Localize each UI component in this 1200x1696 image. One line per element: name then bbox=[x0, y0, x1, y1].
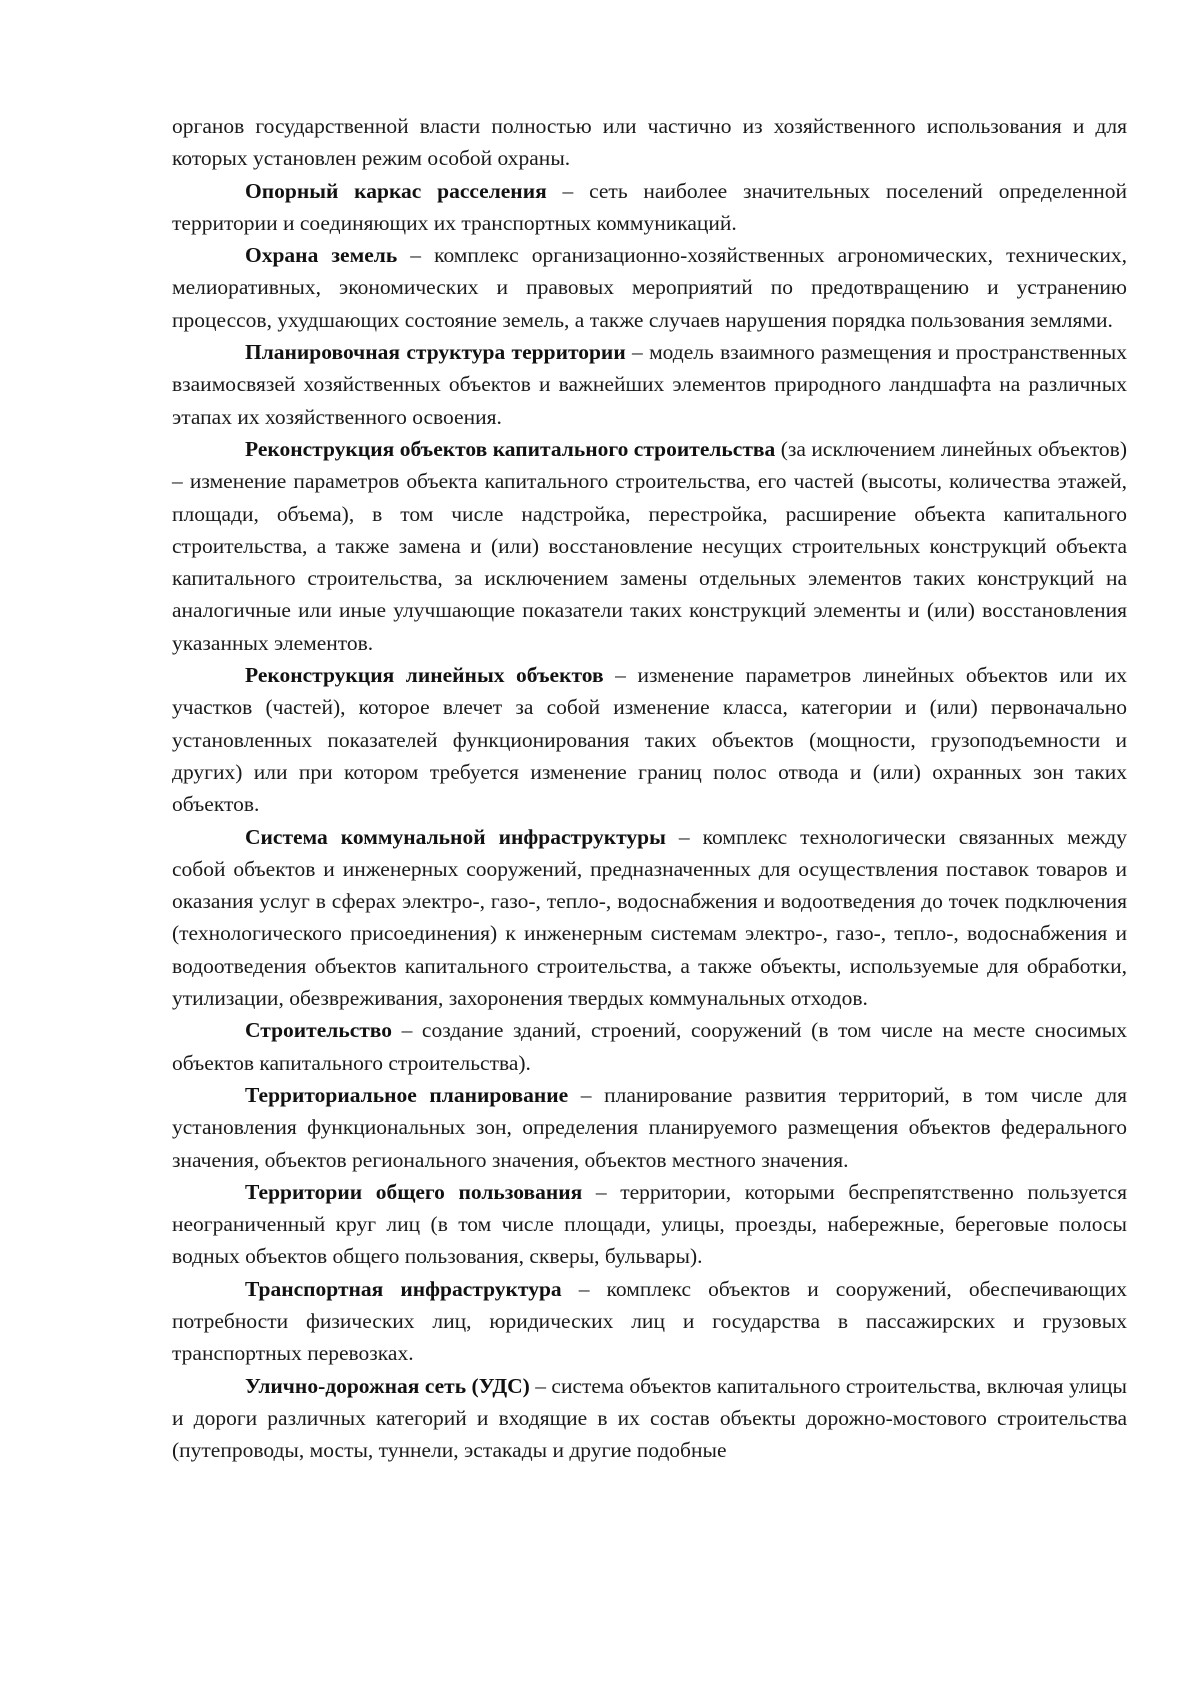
definition-term: Реконструкция линейных объектов bbox=[245, 663, 604, 688]
definition-text: – комплекс технологически связанных между собой объектов и инженерных сооружений, предназначенных для осуществления поставок товаров и оказания услуг в сферах электро-, газо-, тепло-, водоснабжения и водоотведения до точек подключения (технологического присоединения) к инженерным системам электро-, газо-, тепло-, водоснабжения и водоотведения объектов капитального строительства, а также объекты, используемые для обработки, утилизации, обезвреживания, захоронения твердых коммунальных отходов. bbox=[172, 824, 1127, 1011]
definition-term: Система коммунальной инфраструктуры bbox=[245, 824, 666, 849]
definition-term: Территориальное планирование bbox=[245, 1082, 569, 1107]
definition-term: Транспортная инфраструктура bbox=[245, 1276, 562, 1301]
definition-term: Строительство bbox=[245, 1018, 393, 1043]
definition-text: – создание зданий, строений, сооружений (в том числе на месте сносимых объектов капитального строительства). bbox=[172, 1018, 1127, 1075]
definition-paragraph bbox=[172, 821, 1127, 1015]
definition-paragraph bbox=[172, 433, 1127, 659]
definition-paragraph bbox=[172, 175, 1127, 240]
document-body bbox=[172, 110, 1127, 1466]
definition-paragraph bbox=[172, 239, 1127, 336]
paragraph-text: органов государственной власти полностью или частично из хозяйственного использования и для которых установлен режим особой охраны. bbox=[172, 114, 1127, 171]
definition-text: – система объектов капитального строительства, включая улицы и дороги различных категорий и входящие в их состав объекты дорожно-мостового строительства (путепроводы, мосты, туннели, эстакады и другие подобные bbox=[172, 1373, 1127, 1463]
definition-term: Охрана земель bbox=[245, 243, 398, 268]
definition-text: – территории, которыми беспрепятственно пользуется неограниченный круг лиц (в том числе площади, улицы, проезды, набережные, береговые полосы водных объектов общего пользования, скверы, бульвары). bbox=[172, 1179, 1127, 1269]
definition-term: Планировочная структура территории bbox=[245, 340, 626, 365]
definition-paragraph bbox=[172, 1176, 1127, 1273]
definition-term: Реконструкция объектов капитального строительства bbox=[245, 436, 776, 461]
definition-term: Улично-дорожная сеть (УДС) bbox=[245, 1373, 530, 1398]
definition-text: – модель взаимного размещения и пространственных взаимосвязей хозяйственных объектов и важнейших элементов природного ландшафта на различных этапах их хозяйственного освоения. bbox=[172, 340, 1127, 429]
definition-text: – планирование развития территорий, в том числе для установления функциональных зон, определения планируемого размещения объектов федерального значения, объектов регионального значения, объектов местного значения. bbox=[172, 1082, 1127, 1172]
definition-paragraph bbox=[172, 1014, 1127, 1079]
definition-text: – сеть наиболее значительных поселений определенной территории и соединяющих их транспортных коммуникаций. bbox=[172, 178, 1127, 235]
definition-text: – комплекс объектов и сооружений, обеспечивающих потребности физических лиц, юридических лиц и государства в пассажирских и грузовых транспортных перевозках. bbox=[172, 1276, 1127, 1366]
definition-paragraph bbox=[172, 1370, 1127, 1467]
definition-text: – изменение параметров линейных объектов или их участков (частей), которое влечет за собой изменение класса, категории и (или) первоначально установленных показателей функционирования таких объектов (мощности, грузоподъемности и других) или при котором требуется изменение границ полос отвода и (или) охранных зон таких объектов. bbox=[172, 663, 1127, 817]
definition-term: Территории общего пользования bbox=[245, 1179, 583, 1204]
definition-term: Опорный каркас расселения bbox=[245, 178, 547, 203]
definition-text: – комплекс организационно-хозяйственных агрономических, технических, мелиоративных, экономических и правовых мероприятий по предотвращению и устранению процессов, ухудшающих состояние земель, а также случаев нарушения порядка пользования землями. bbox=[172, 243, 1127, 332]
definition-paragraph bbox=[172, 1079, 1127, 1176]
paragraph-continuation bbox=[172, 110, 1127, 175]
definition-paragraph bbox=[172, 336, 1127, 433]
definition-text: (за исключением линейных объектов) – изменение параметров объекта капитального строительства, его частей (высоты, количества этажей, площади, объема), в том числе надстройка, перестройка, расширение объекта капитального строительства, а также замена и (или) восстановление несущих строительных конструкций объекта капитального строительства, за исключением замены отдельных элементов таких конструкций на аналогичные или иные улучшающие показатели таких конструкций элементы и (или) восстановления указанных элементов. bbox=[172, 436, 1127, 655]
definition-paragraph bbox=[172, 659, 1127, 820]
definition-paragraph bbox=[172, 1273, 1127, 1370]
